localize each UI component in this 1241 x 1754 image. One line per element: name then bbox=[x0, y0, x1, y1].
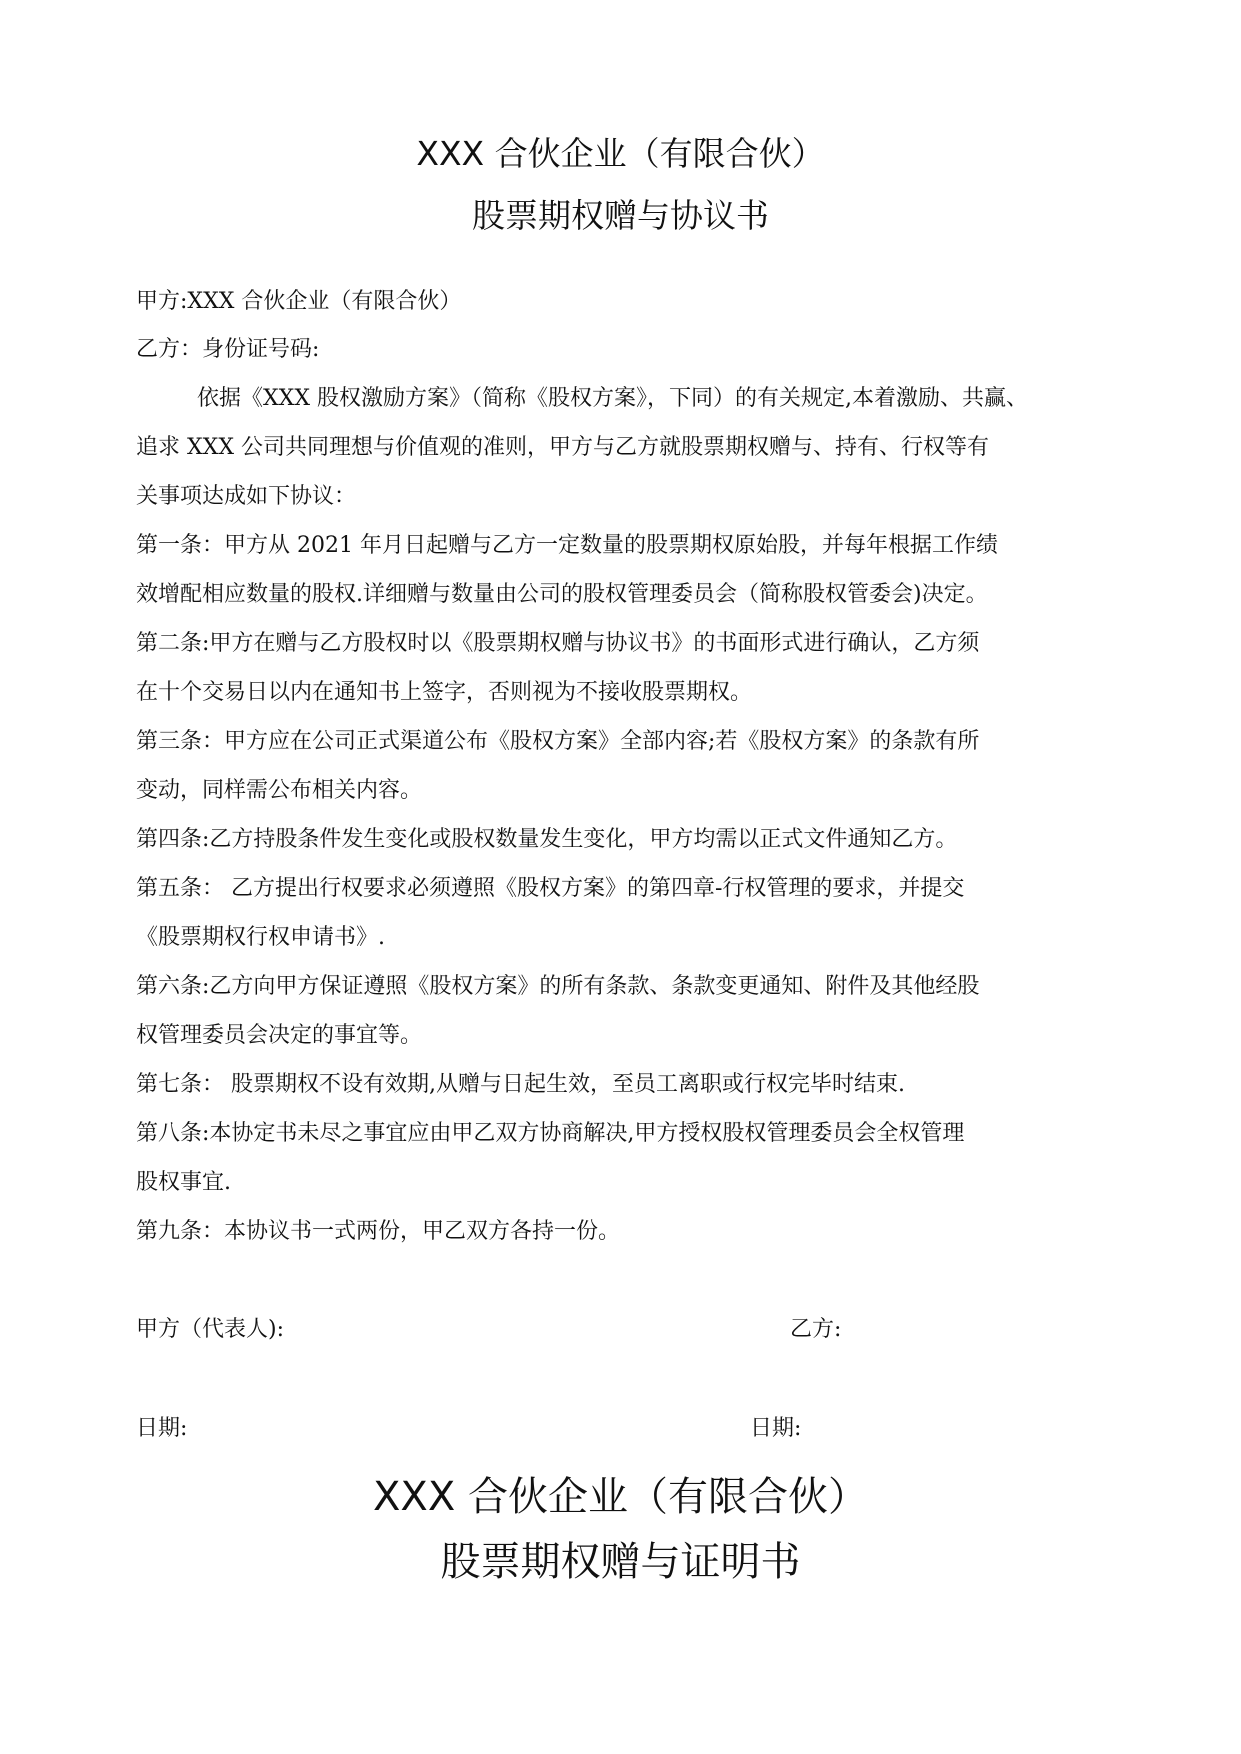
article-line: 股权事宜. bbox=[136, 1170, 231, 1195]
article-line: 第四条:乙方持股条件发生变化或股权数量发生变化，甲方均需以正式文件通知乙方。 bbox=[136, 827, 958, 852]
article-line: 第二条:甲方在赠与乙方股权时以《股票期权赠与协议书》的书面形式进行确认，乙方须 bbox=[136, 631, 980, 656]
article-line: 第一条：甲方从 2021 年月日起赠与乙方一定数量的股票期权原始股，并每年根据工作绩 bbox=[136, 533, 998, 558]
article-line: 第七条： 股票期权不设有效期,从赠与日起生效，至员工离职或行权完毕时结束. bbox=[136, 1072, 905, 1097]
article-line: 第五条： 乙方提出行权要求必须遵照《股权方案》的第四章-行权管理的要求，并提交 bbox=[136, 876, 965, 901]
preamble-line: 依据《XXX 股权激励方案》（简称《股权方案》，下同）的有关规定,本着激励、共赢、 bbox=[197, 386, 1028, 411]
date-party-a: 日期: bbox=[136, 1416, 188, 1441]
signature-party-a: 甲方（代表人): bbox=[136, 1317, 284, 1342]
date-party-b: 日期: bbox=[750, 1416, 802, 1441]
article-line: 第三条：甲方应在公司正式渠道公布《股权方案》全部内容;若《股权方案》的条款有所 bbox=[136, 729, 980, 754]
article-line: 《股票期权行权申请书》. bbox=[136, 925, 385, 950]
signature-party-b: 乙方: bbox=[790, 1317, 842, 1342]
article-line: 第六条:乙方向甲方保证遵照《股权方案》的所有条款、条款变更通知、附件及其他经股 bbox=[136, 974, 980, 999]
article-line: 效增配相应数量的股权.详细赠与数量由公司的股权管理委员会（简称股权管委会)决定。 bbox=[136, 582, 988, 607]
doc2-title-certificate: 股票期权赠与证明书 bbox=[440, 1539, 801, 1585]
doc1-title-company: XXX 合伙企业（有限合伙） bbox=[416, 134, 825, 173]
preamble-line: 关事项达成如下协议： bbox=[136, 484, 357, 509]
party-a-line: 甲方:XXX 合伙企业（有限合伙） bbox=[136, 289, 462, 314]
doc1-title-agreement: 股票期权赠与协议书 bbox=[472, 196, 769, 235]
article-line: 第八条:本协定书未尽之事宜应由甲乙双方协商解决,甲方授权股权管理委员会全权管理 bbox=[136, 1121, 965, 1146]
doc2-title-company: XXX 合伙企业（有限合伙） bbox=[373, 1474, 868, 1520]
party-b-line: 乙方：身份证号码: bbox=[136, 337, 320, 362]
article-line: 变动，同样需公布相关内容。 bbox=[136, 778, 423, 803]
preamble-line: 追求 XXX 公司共同理想与价值观的准则，甲方与乙方就股票期权赠与、持有、行权等有 bbox=[136, 435, 989, 460]
article-line: 第九条：本协议书一式两份，甲乙双方各持一份。 bbox=[136, 1219, 621, 1244]
article-line: 在十个交易日以内在通知书上签字，否则视为不接收股票期权。 bbox=[136, 680, 753, 705]
article-line: 权管理委员会决定的事宜等。 bbox=[136, 1023, 423, 1048]
